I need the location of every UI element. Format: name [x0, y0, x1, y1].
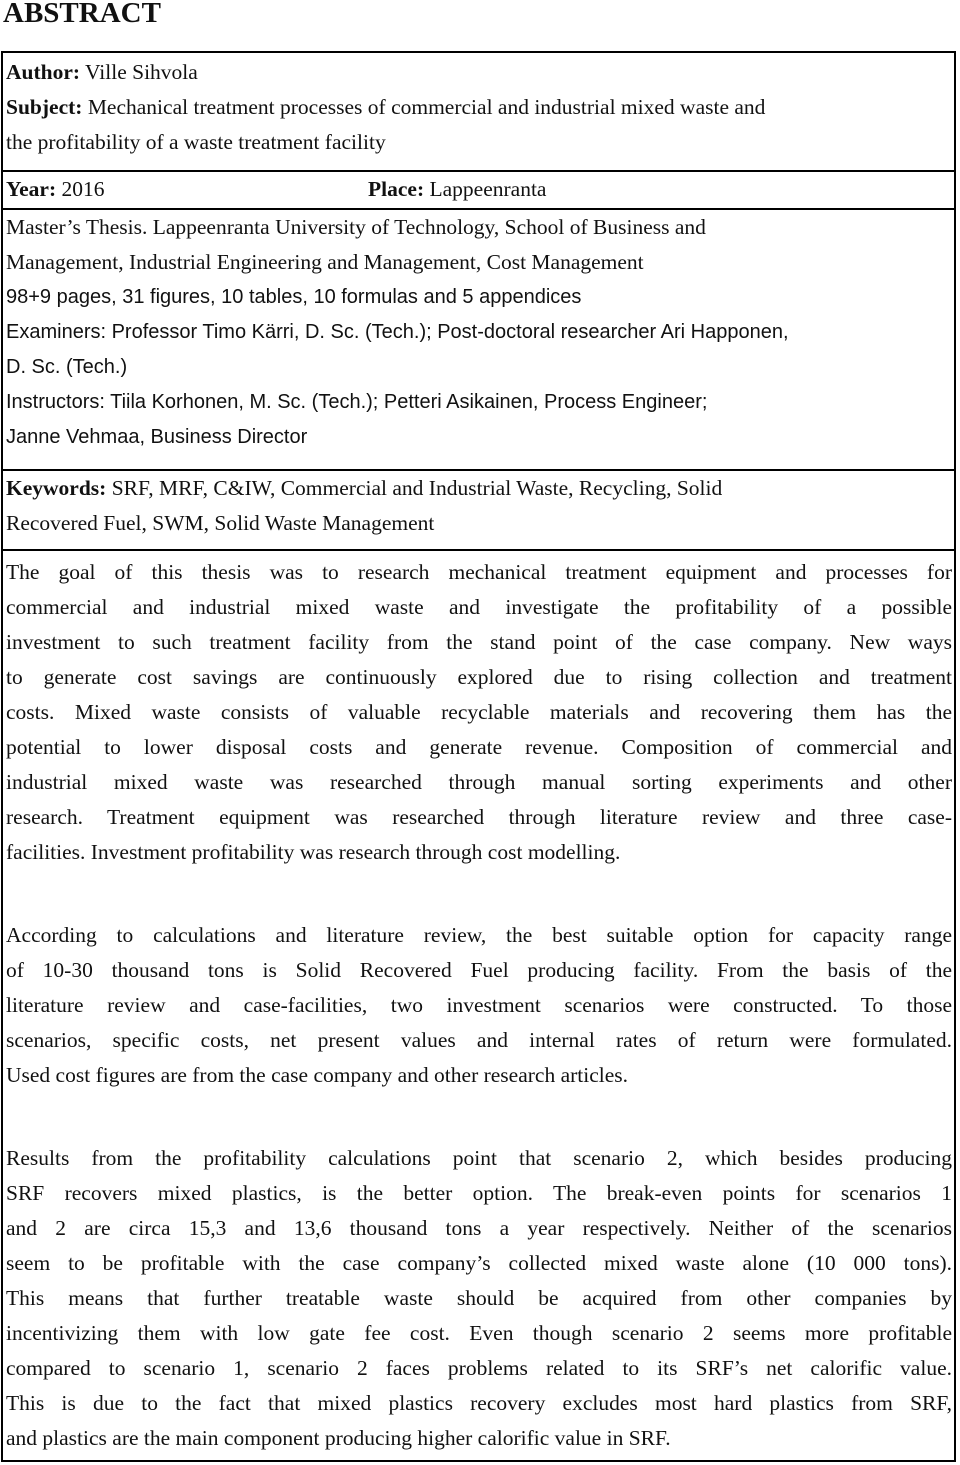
subject-label: Subject:: [6, 95, 83, 119]
year-place-section: [3, 170, 954, 208]
paragraph-line: of 10-30 thousand tons is Solid Recovered Fuel producing facility. From the basis of the: [6, 958, 952, 982]
place-value: Lappeenranta: [424, 177, 547, 201]
keywords-label: Keywords:: [6, 476, 107, 500]
paragraph-line: According to calculations and literature review, the best suitable option for capacity range: [6, 923, 952, 947]
paragraph-line: investment to such treatment facility from the stand point of the case company. New ways: [6, 630, 952, 654]
keywords-line-1: [3, 471, 954, 506]
paragraph-line: and plastics are the main component producing higher calorific value in SRF.: [6, 1426, 671, 1450]
paragraph-line: SRF recovers mixed plastics, is the better option. The break-even points for scenarios 1: [6, 1181, 952, 1205]
abstract-body-section: [3, 549, 954, 1460]
paragraph-line: incentivizing them with low gate fee cost. Even though scenario 2 seems more profitable: [6, 1321, 952, 1345]
subject-value-1: Mechanical treatment processes of commercial and industrial mixed waste and: [82, 95, 766, 119]
paragraph-line: Used cost figures are from the case company and other research articles.: [6, 1063, 629, 1087]
page-title: ABSTRACT: [3, 0, 161, 29]
paragraph-line: to generate cost savings are continuously explored due to rising collection and treatment: [6, 665, 952, 689]
paragraph-1: [3, 555, 954, 870]
paragraph-line: Results from the profitability calculations point that scenario 2, which besides producing: [6, 1146, 952, 1170]
year-label: Year:: [6, 177, 57, 201]
examiners-line-1: Examiners: Professor Timo Kärri, D. Sc. (Tech.); Post-doctoral researcher Ari Happonen,: [6, 321, 789, 343]
paragraph-2: [3, 918, 954, 1093]
keywords-line-2: Recovered Fuel, SWM, Solid Waste Management: [6, 511, 435, 535]
place-label: Place:: [368, 177, 425, 201]
thesis-line-1: Master’s Thesis. Lappeenranta University of Technology, School of Business and: [6, 215, 706, 239]
keywords-value-1: SRF, MRF, C&IW, Commercial and Industrial Waste, Recycling, Solid: [106, 476, 723, 500]
author-value: Ville Sihvola: [80, 60, 198, 84]
thesis-line-pages: 98+9 pages, 31 figures, 10 tables, 10 formulas and 5 appendices: [6, 286, 582, 308]
examiners-line-2: D. Sc. (Tech.): [6, 356, 128, 378]
paragraph-line: literature review and case-facilities, two investment scenarios were constructed. To those: [6, 993, 952, 1017]
paragraph-line: compared to scenario 1, scenario 2 faces problems related to its SRF’s net calorific value.: [6, 1356, 952, 1380]
paragraph-line: facilities. Investment profitability was research through cost modelling.: [6, 840, 621, 864]
author-subject-section: [3, 55, 954, 170]
paragraph-3: [3, 1141, 954, 1456]
paragraph-line: industrial mixed waste was researched through manual sorting experiments and other: [6, 770, 952, 794]
paragraph-line: This is due to the fact that mixed plastics recovery excludes most hard plastics from SRF,: [6, 1391, 952, 1415]
subject-line-1: [3, 90, 954, 125]
place-group: [368, 172, 546, 207]
keywords-section: [3, 469, 954, 549]
thesis-info-section: [3, 208, 954, 469]
author-label: Author:: [6, 60, 81, 84]
paragraph-line: commercial and industrial mixed waste and investigate the profitability of a possible: [6, 595, 952, 619]
subject-line-2: the profitability of a waste treatment facility: [6, 130, 386, 154]
paragraph-line: scenarios, specific costs, net present values and internal rates of return were formulated.: [6, 1028, 952, 1052]
paragraph-line: potential to lower disposal costs and generate revenue. Composition of commercial and: [6, 735, 952, 759]
paragraph-line: research. Treatment equipment was researched through literature review and three case-: [6, 805, 952, 829]
paragraph-line: The goal of this thesis was to research mechanical treatment equipment and processes for: [6, 560, 952, 584]
paragraph-line: and 2 are circa 15,3 and 13,6 thousand tons a year respectively. Neither of the scenarios: [6, 1216, 952, 1240]
author-line: [3, 55, 954, 90]
abstract-box: [1, 51, 956, 1462]
year-place-line: [3, 172, 954, 207]
thesis-line-2: Management, Industrial Engineering and Management, Cost Management: [6, 250, 644, 274]
year-value: 2016: [56, 177, 105, 201]
paragraph-line: costs. Mixed waste consists of valuable recyclable materials and recovering them has the: [6, 700, 952, 724]
paragraph-line: This means that further treatable waste should be acquired from other companies by: [6, 1286, 952, 1310]
instructors-line-2: Janne Vehmaa, Business Director: [6, 426, 308, 448]
instructors-line-1: Instructors: Tiila Korhonen, M. Sc. (Tech.); Petteri Asikainen, Process Engineer;: [6, 391, 708, 413]
paragraph-line: seem to be profitable with the case company’s collected mixed waste alone (10 000 tons).: [6, 1251, 952, 1275]
